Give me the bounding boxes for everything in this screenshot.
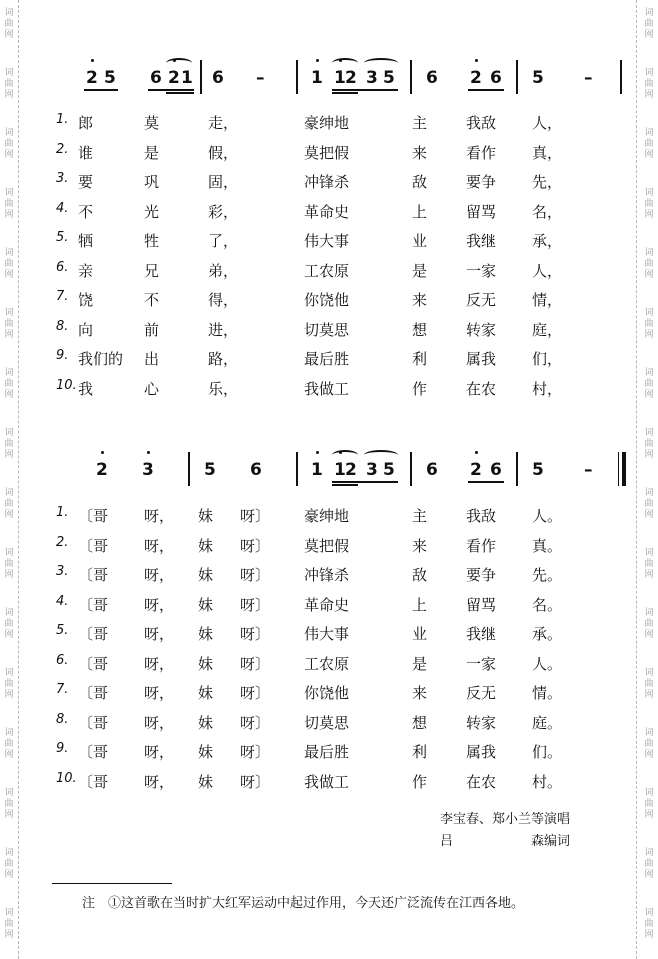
final-bar-thin xyxy=(618,452,619,486)
lyric-row xyxy=(56,142,616,162)
note: 6 xyxy=(250,460,262,480)
lyric-word: 呀， xyxy=(144,684,175,702)
bar-line xyxy=(620,60,622,94)
lyric-word: 光 xyxy=(144,202,160,221)
lyric-word: 不 xyxy=(78,202,94,221)
lyric-word: 不 xyxy=(144,291,160,309)
lyric-word: 反无 xyxy=(466,291,497,309)
lyric-word: 妹 xyxy=(198,654,214,673)
lyric-word: 妹 xyxy=(198,507,214,525)
lyric-word: 〔哥 xyxy=(78,772,109,791)
lyric-row xyxy=(56,289,616,309)
watermark-text: 词 曲 网 xyxy=(4,908,14,940)
lyric-word: 是 xyxy=(412,261,428,280)
lyric-word: 主 xyxy=(412,114,428,132)
watermark-text: 词 曲 网 xyxy=(644,788,654,820)
lyric-word: 名。 xyxy=(532,595,563,614)
lyric-word: 豪绅地 xyxy=(304,507,350,525)
bar-line xyxy=(410,60,412,94)
lyric-word: 莫把假 xyxy=(304,143,350,162)
watermark-text: 词 曲 网 xyxy=(644,908,654,940)
watermark-text: 词 曲 网 xyxy=(4,668,14,700)
lyric-word: 莫 xyxy=(144,114,160,132)
lyric-word: 想 xyxy=(412,320,428,339)
lyric-word: 呀〕 xyxy=(240,507,271,525)
lyric-word: 郎 xyxy=(78,114,94,132)
lyric-row xyxy=(56,564,616,584)
verse-number: 10. xyxy=(56,770,77,786)
lyric-word: 要争 xyxy=(466,566,497,584)
lyric-word: 心 xyxy=(144,379,160,398)
lyric-word: 名， xyxy=(532,202,563,221)
lyric-word: 业 xyxy=(412,625,428,643)
lyric-row xyxy=(56,741,616,761)
bar-line xyxy=(516,60,518,94)
final-bar-thick xyxy=(622,452,626,486)
lyric-word: 反无 xyxy=(466,684,497,702)
singers-credit: 李宝春、郑小兰等演唱 xyxy=(440,812,571,827)
lyric-word: 情， xyxy=(532,291,563,309)
lyric-word: 妹 xyxy=(198,743,214,761)
bar-line xyxy=(410,452,412,486)
lyric-word: 固， xyxy=(208,173,239,191)
lyricist-credit: 吕 森编词 xyxy=(440,834,571,849)
lyric-word: 呀〕 xyxy=(240,684,271,702)
lyric-word: 妹 xyxy=(198,713,214,732)
lyric-word: 主 xyxy=(412,507,428,525)
lyric-word: 饶 xyxy=(78,291,94,309)
lyric-row xyxy=(56,319,616,339)
watermark-text: 词 曲 网 xyxy=(644,368,654,400)
footnote: 注 ①这首歌在当时扩大红军运动中起过作用，今天还广泛流传在江西各地。 xyxy=(82,896,525,911)
lyric-word: 作 xyxy=(412,379,428,398)
lyric-word: 村， xyxy=(532,379,563,398)
lyric-word: 你饶他 xyxy=(304,684,350,702)
lyric-word: 路， xyxy=(208,350,239,368)
lyric-word: 呀， xyxy=(144,566,175,584)
watermark-text: 词 曲 网 xyxy=(4,848,14,880)
lyric-word: 呀， xyxy=(144,772,175,791)
verse-number: 5. xyxy=(56,230,69,245)
lyric-word: 莫把假 xyxy=(304,536,350,555)
lyric-word: 弟， xyxy=(208,261,239,280)
lyric-word: 谁 xyxy=(78,143,94,162)
lyric-word: 〔哥 xyxy=(78,507,109,525)
lyric-word: 想 xyxy=(412,713,428,732)
lyric-word: 庭， xyxy=(532,320,563,339)
note: 5 xyxy=(532,460,544,480)
verse-number: 3. xyxy=(56,564,69,579)
lyric-word: 最后胜 xyxy=(304,743,350,761)
watermark-text: 词 曲 网 xyxy=(644,728,654,760)
note: 6 xyxy=(426,460,438,480)
lyric-word: 革命史 xyxy=(304,595,350,614)
lyric-word: 〔哥 xyxy=(78,684,109,702)
verse-number: 3. xyxy=(56,171,69,186)
bar-line xyxy=(296,60,298,94)
note: 6 xyxy=(490,68,502,88)
lyric-word: 属我 xyxy=(466,350,497,368)
lyric-word: 利 xyxy=(412,350,428,368)
watermark-text: 词 曲 网 xyxy=(4,728,14,760)
lyric-word: 伟大事 xyxy=(304,625,350,643)
lyric-word: 亲 xyxy=(78,261,94,280)
verse-number: 1. xyxy=(56,505,69,520)
lyric-word: 〔哥 xyxy=(78,566,109,584)
lyric-word: 呀〕 xyxy=(240,625,271,643)
watermark-text: 词 曲 网 xyxy=(644,68,654,100)
lyric-word: 情。 xyxy=(532,684,563,702)
lyric-word: 转家 xyxy=(466,320,497,339)
lyric-word: 要 xyxy=(78,173,94,191)
note: 5 xyxy=(204,460,216,480)
watermark-text: 词 曲 网 xyxy=(4,248,14,280)
lyric-word: 村。 xyxy=(532,772,563,791)
watermark-text: 词 曲 网 xyxy=(4,128,14,160)
lyric-word: 我做工 xyxy=(304,379,350,398)
lyric-word: 们。 xyxy=(532,743,563,761)
lyric-word: 出 xyxy=(144,350,160,368)
watermark-text: 词 曲 网 xyxy=(4,308,14,340)
lyric-row xyxy=(56,378,616,398)
lyric-word: 呀〕 xyxy=(240,713,271,732)
verse-number: 9. xyxy=(56,348,69,363)
notation-line-2 xyxy=(0,448,658,488)
bar-line xyxy=(188,452,190,486)
lyric-word: 人， xyxy=(532,114,563,132)
lyric-word: 巩 xyxy=(144,173,160,191)
lyric-word: 妹 xyxy=(198,536,214,555)
lyric-row xyxy=(56,112,616,132)
lyric-word: 乐， xyxy=(208,379,239,398)
lyric-row xyxy=(56,623,616,643)
lyric-word: 妹 xyxy=(198,566,214,584)
lyric-word: 留骂 xyxy=(466,595,497,614)
note: 2 xyxy=(345,460,357,480)
watermark-text: 词 曲 网 xyxy=(644,668,654,700)
lyric-word: 业 xyxy=(412,232,428,250)
note: 2 xyxy=(86,68,98,88)
lyric-word: 妹 xyxy=(198,625,214,643)
verse-number: 6. xyxy=(56,259,69,275)
note: 3 xyxy=(366,460,378,480)
lyric-word: 工农原 xyxy=(304,261,350,280)
lyric-row xyxy=(56,712,616,732)
lyric-word: 妹 xyxy=(198,595,214,614)
watermark-text: 词 曲 网 xyxy=(644,128,654,160)
lyric-word: 彩， xyxy=(208,202,239,221)
lyric-word: 要争 xyxy=(466,173,497,191)
note: 6 xyxy=(212,68,224,88)
note: 2 xyxy=(96,460,108,480)
lyric-word: 先。 xyxy=(532,566,563,584)
lyric-word: 转家 xyxy=(466,713,497,732)
watermark-text: 词 曲 网 xyxy=(644,428,654,460)
lyric-word: 呀， xyxy=(144,654,175,673)
lyric-word: 呀， xyxy=(144,743,175,761)
watermark-text: 词 曲 网 xyxy=(644,8,654,40)
lyric-word: 一家 xyxy=(466,261,497,280)
lyric-word: 是 xyxy=(144,143,160,162)
lyric-word: 呀〕 xyxy=(240,654,271,673)
lyric-word: 兄 xyxy=(144,261,160,280)
verse-number: 2. xyxy=(56,141,69,157)
lyric-word: 〔哥 xyxy=(78,536,109,555)
lyric-word: 承， xyxy=(532,232,563,250)
watermark-text: 词 曲 网 xyxy=(644,248,654,280)
lyric-word: 庭。 xyxy=(532,713,563,732)
lyric-word: 牺 xyxy=(78,232,94,250)
credits xyxy=(440,808,570,852)
lyric-word: 承。 xyxy=(532,625,563,643)
lyric-word: 看作 xyxy=(466,143,497,162)
lyric-word: 人， xyxy=(532,261,563,280)
lyric-word: 呀〕 xyxy=(240,566,271,584)
lyric-word: 呀， xyxy=(144,625,175,643)
note: 5 xyxy=(532,68,544,88)
lyric-word: 革命史 xyxy=(304,202,350,221)
lyric-word: 敌 xyxy=(412,566,428,584)
note: 3 xyxy=(142,460,154,480)
lyric-word: 呀， xyxy=(144,536,175,555)
lyric-word: 我继 xyxy=(466,232,497,250)
note: 6 xyxy=(426,68,438,88)
lyric-word: 〔哥 xyxy=(78,713,109,732)
lyric-word: 了， xyxy=(208,232,239,250)
bar-line xyxy=(200,60,202,94)
note: 2 xyxy=(470,460,482,480)
notation-line-1 xyxy=(0,56,658,96)
lyric-word: 〔哥 xyxy=(78,743,109,761)
verse-number: 9. xyxy=(56,741,69,756)
lyric-word: 我敌 xyxy=(466,507,497,525)
note: 6 xyxy=(150,68,162,88)
lyric-word: 呀， xyxy=(144,595,175,614)
note: 1 xyxy=(334,460,346,480)
lyric-word: 看作 xyxy=(466,536,497,555)
lyric-word: 来 xyxy=(412,684,428,702)
watermark-text: 词 曲 网 xyxy=(4,68,14,100)
verse-number: 8. xyxy=(56,711,69,727)
lyric-word: 呀〕 xyxy=(240,772,271,791)
note: 1 xyxy=(311,68,323,88)
note: 1 xyxy=(334,68,346,88)
watermark-text: 词 曲 网 xyxy=(644,188,654,220)
lyric-word: 牲 xyxy=(144,232,160,250)
lyric-word: 上 xyxy=(412,595,428,614)
watermark-text: 词 曲 网 xyxy=(4,188,14,220)
lyric-row xyxy=(56,771,616,791)
note: 5 xyxy=(383,68,395,88)
lyric-word: 我敌 xyxy=(466,114,497,132)
verse-number: 6. xyxy=(56,652,69,668)
watermark-text: 词 曲 网 xyxy=(4,368,14,400)
lyric-word: 我做工 xyxy=(304,772,350,791)
lyric-word: 最后胜 xyxy=(304,350,350,368)
lyric-word: 一家 xyxy=(466,654,497,673)
lyric-word: 妹 xyxy=(198,772,214,791)
verse-number: 7. xyxy=(56,289,69,304)
note: 3 xyxy=(366,68,378,88)
lyric-row xyxy=(56,653,616,673)
verse-number: 4. xyxy=(56,593,69,609)
lyric-word: 切莫思 xyxy=(304,320,350,339)
note: 5 xyxy=(383,460,395,480)
lyric-word: 是 xyxy=(412,654,428,673)
lyric-word: 呀〕 xyxy=(240,743,271,761)
lyric-word: 呀， xyxy=(144,507,175,525)
lyric-word: 豪绅地 xyxy=(304,114,350,132)
verse-number: 4. xyxy=(56,200,69,216)
lyric-word: 敌 xyxy=(412,173,428,191)
note: 1 xyxy=(311,460,323,480)
note: 2 xyxy=(345,68,357,88)
note: 5 xyxy=(104,68,116,88)
watermark-text: 词 曲 网 xyxy=(644,308,654,340)
verse-number: 8. xyxy=(56,318,69,334)
lyric-word: 我们的 xyxy=(78,350,124,368)
lyric-word: 来 xyxy=(412,536,428,555)
bar-line xyxy=(296,452,298,486)
watermark-text: 词 曲 网 xyxy=(4,488,14,520)
lyric-word: 们， xyxy=(532,350,563,368)
lyric-word: 切莫思 xyxy=(304,713,350,732)
note: 2 xyxy=(470,68,482,88)
lyric-word: 伟大事 xyxy=(304,232,350,250)
note: 1 xyxy=(181,68,193,88)
lyric-word: 留骂 xyxy=(466,202,497,221)
lyric-word: 在农 xyxy=(466,772,497,791)
lyric-word: 来 xyxy=(412,291,428,309)
lyric-word: 人。 xyxy=(532,654,563,673)
lyric-word: 你饶他 xyxy=(304,291,350,309)
lyric-word: 真。 xyxy=(532,536,563,555)
verse-number: 1. xyxy=(56,112,69,127)
watermark-text: 词 曲 网 xyxy=(4,608,14,640)
lyric-word: 人。 xyxy=(532,507,563,525)
lyric-row xyxy=(56,535,616,555)
lyric-word: 先， xyxy=(532,173,563,191)
watermark-text: 词 曲 网 xyxy=(4,548,14,580)
lyric-word: 冲锋杀 xyxy=(304,173,350,191)
lyric-row xyxy=(56,171,616,191)
lyric-word: 〔哥 xyxy=(78,654,109,673)
verse-number: 7. xyxy=(56,682,69,697)
watermark-text: 词 曲 网 xyxy=(4,788,14,820)
lyric-word: 向 xyxy=(78,320,94,339)
lyric-word: 呀， xyxy=(144,713,175,732)
lyric-word: 走， xyxy=(208,114,239,132)
bar-line xyxy=(516,452,518,486)
lyric-row xyxy=(56,230,616,250)
lyric-word: 我 xyxy=(78,379,94,398)
note: 6 xyxy=(490,460,502,480)
lyric-word: 属我 xyxy=(466,743,497,761)
lyric-word: 作 xyxy=(412,772,428,791)
lyric-row xyxy=(56,505,616,525)
note: 2 xyxy=(168,68,180,88)
lyric-word: 冲锋杀 xyxy=(304,566,350,584)
footnote-rule xyxy=(52,883,172,884)
lyric-word: 在农 xyxy=(466,379,497,398)
watermark-text: 词 曲 网 xyxy=(4,8,14,40)
lyric-word: 工农原 xyxy=(304,654,350,673)
verse-number: 10. xyxy=(56,377,77,393)
lyric-row xyxy=(56,201,616,221)
note: – xyxy=(584,460,593,480)
watermark-text: 词 曲 网 xyxy=(644,848,654,880)
watermark-text: 词 曲 网 xyxy=(644,548,654,580)
lyric-row xyxy=(56,594,616,614)
lyric-word: 假， xyxy=(208,143,239,162)
lyric-word: 妹 xyxy=(198,684,214,702)
lyric-word: 前 xyxy=(144,320,160,339)
watermark-text: 词 曲 网 xyxy=(4,428,14,460)
lyric-word: 呀〕 xyxy=(240,536,271,555)
lyric-word: 进， xyxy=(208,320,239,339)
lyric-word: 来 xyxy=(412,143,428,162)
lyric-word: 真， xyxy=(532,143,563,162)
verse-number: 5. xyxy=(56,623,69,638)
lyric-word: 我继 xyxy=(466,625,497,643)
lyric-word: 上 xyxy=(412,202,428,221)
lyric-word: 得， xyxy=(208,291,239,309)
note: – xyxy=(256,68,265,88)
lyric-row xyxy=(56,348,616,368)
lyric-word: 〔哥 xyxy=(78,625,109,643)
lyric-row xyxy=(56,682,616,702)
note: – xyxy=(584,68,593,88)
lyric-word: 利 xyxy=(412,743,428,761)
watermark-text: 词 曲 网 xyxy=(644,608,654,640)
verse-number: 2. xyxy=(56,534,69,550)
lyric-word: 〔哥 xyxy=(78,595,109,614)
lyric-word: 呀〕 xyxy=(240,595,271,614)
watermark-text: 词 曲 网 xyxy=(644,488,654,520)
lyric-row xyxy=(56,260,616,280)
